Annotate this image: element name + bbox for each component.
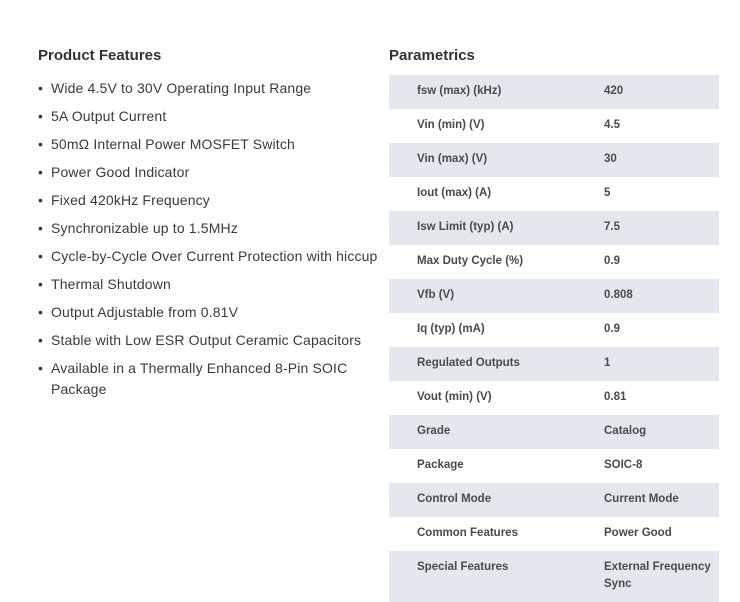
param-value: Current Mode (604, 483, 719, 517)
param-value: 30 (604, 143, 719, 177)
feature-item (38, 358, 383, 400)
parametrics-table (389, 75, 719, 602)
param-value: External Frequency Sync (604, 551, 719, 602)
param-value: 420 (604, 75, 719, 109)
param-value: Catalog (604, 415, 719, 449)
table-row (389, 381, 719, 415)
feature-item (38, 106, 383, 127)
feature-item (38, 78, 383, 99)
feature-text: Power Good Indicator (51, 164, 190, 180)
feature-text: Cycle-by-Cycle Over Current Protection with hiccup (51, 248, 378, 264)
product-features-list (38, 78, 383, 400)
param-label: Max Duty Cycle (%) (389, 245, 604, 279)
feature-text: Available in a Thermally Enhanced 8-Pin SOIC Package (51, 360, 348, 397)
feature-text: Thermal Shutdown (51, 276, 171, 292)
table-row (389, 143, 719, 177)
param-value: Power Good (604, 517, 719, 551)
feature-text: 50mΩ Internal Power MOSFET Switch (51, 136, 295, 152)
param-value: 1 (604, 347, 719, 381)
param-label: fsw (max) (kHz) (389, 75, 604, 109)
param-label: Grade (389, 415, 604, 449)
param-label: Vin (max) (V) (389, 143, 604, 177)
param-label: Vin (min) (V) (389, 109, 604, 143)
table-row (389, 551, 719, 602)
feature-text: Fixed 420kHz Frequency (51, 192, 210, 208)
table-row (389, 449, 719, 483)
feature-item (38, 302, 383, 323)
table-row (389, 245, 719, 279)
parametrics-section (389, 44, 719, 602)
table-row (389, 177, 719, 211)
bullet-icon: • (38, 136, 44, 152)
feature-text: Wide 4.5V to 30V Operating Input Range (51, 80, 312, 96)
product-features-section (38, 44, 383, 407)
param-label: Iq (typ) (mA) (389, 313, 604, 347)
bullet-icon: • (38, 332, 44, 348)
param-value: 0.9 (604, 245, 719, 279)
table-row (389, 483, 719, 517)
table-row (389, 211, 719, 245)
bullet-icon: • (38, 108, 44, 124)
param-label: Control Mode (389, 483, 604, 517)
feature-item (38, 330, 383, 351)
feature-item (38, 162, 383, 183)
param-value: SOIC-8 (604, 449, 719, 483)
table-row (389, 347, 719, 381)
feature-item (38, 218, 383, 239)
param-label: Regulated Outputs (389, 347, 604, 381)
table-row (389, 109, 719, 143)
param-value: 0.808 (604, 279, 719, 313)
param-label: Common Features (389, 517, 604, 551)
product-features-title: Product Features (38, 47, 162, 64)
feature-item (38, 274, 383, 295)
bullet-icon: • (38, 192, 44, 208)
table-row (389, 75, 719, 109)
param-label: Vfb (V) (389, 279, 604, 313)
feature-text: Output Adjustable from 0.81V (51, 304, 239, 320)
table-row (389, 313, 719, 347)
bullet-icon: • (38, 80, 44, 96)
feature-item (38, 190, 383, 211)
param-value: 5 (604, 177, 719, 211)
bullet-icon: • (38, 164, 44, 180)
table-row (389, 517, 719, 551)
param-label: Special Features (389, 551, 604, 602)
bullet-icon: • (38, 304, 44, 320)
feature-item (38, 134, 383, 155)
bullet-icon: • (38, 220, 44, 236)
bullet-icon: • (38, 276, 44, 292)
param-value: 0.9 (604, 313, 719, 347)
param-label: Vout (min) (V) (389, 381, 604, 415)
feature-text: Stable with Low ESR Output Ceramic Capacitors (51, 332, 362, 348)
table-row (389, 415, 719, 449)
param-label: Package (389, 449, 604, 483)
feature-item (38, 246, 383, 267)
bullet-icon: • (38, 248, 44, 264)
param-value: 7.5 (604, 211, 719, 245)
bullet-icon: • (38, 360, 44, 376)
param-label: Isw Limit (typ) (A) (389, 211, 604, 245)
param-value: 0.81 (604, 381, 719, 415)
parametrics-title: Parametrics (389, 47, 475, 64)
param-label: Iout (max) (A) (389, 177, 604, 211)
feature-text: 5A Output Current (51, 108, 167, 124)
table-row (389, 279, 719, 313)
feature-text: Synchronizable up to 1.5MHz (51, 220, 238, 236)
param-value: 4.5 (604, 109, 719, 143)
